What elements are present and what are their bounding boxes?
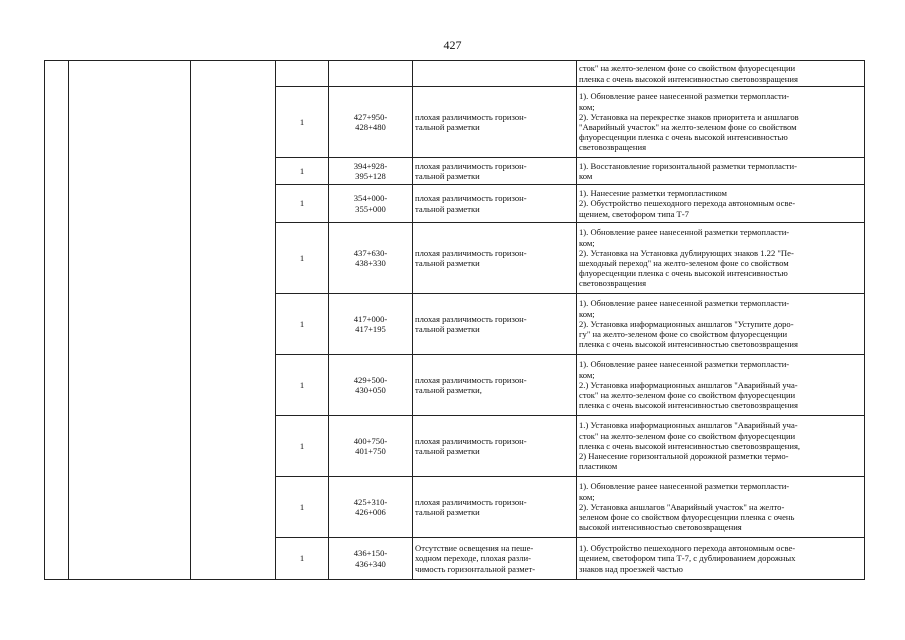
measures-cell [577,416,865,477]
km-range-cell [329,294,413,355]
km-range-cell-line: 426+006 [355,507,386,517]
problem-description-cell-line: ходном переходе, плохая разли- [415,553,531,564]
km-range-cell-line: 417+195 [355,324,386,334]
km-range-cell-line: 400+750- [353,435,388,446]
km-range-cell-line: 425+310- [353,496,388,507]
problem-description-cell-line: плохая различимость горизон- [415,193,527,204]
measures-cell-line: пленка с очень высокой интенсивностью световозвращения [579,73,798,84]
problem-description-cell-line: плохая различимость горизон- [415,160,527,171]
km-range-cell-line: 436+340 [355,558,386,569]
measures-cell-line: 2). Установка информационных аншлагов "Уступите доро- [579,318,794,329]
measures-cell-line: 2). Обустройство пешеходного перехода автономным осве- [579,198,796,209]
measures-cell [577,355,865,416]
km-range-cell [329,355,413,416]
row-number-cell: 1 [276,538,329,580]
problem-description-cell-line: чимость горизонтальной размет- [415,563,536,574]
problem-description-cell-line: тальной разметки, [415,385,482,395]
measures-cell-line: зеленом фоне со свойством флуоресценции пленка с очень [579,512,795,523]
measures-cell [577,538,865,580]
problem-description-cell [413,87,577,158]
page-number: 427 [443,38,462,52]
measures-cell [577,158,865,185]
problem-description-cell-line: тальной разметки [415,507,480,517]
measures-cell-line: сток" на желто-зеленом фоне со свойством флуоресценции [579,390,796,401]
measures-cell-line: световозвращения [579,142,647,153]
measures-cell-line: 1). Обновление ранее нанесенной разметки термопласти- [579,227,790,238]
measures-cell-line: 2) Нанесение горизонтальной дорожной разметки термо- [579,451,789,462]
row-number-cell: 1 [276,294,329,355]
measures-cell-line: "Аварийный участок" на желто-зеленом фоне со свойством [579,122,797,132]
problem-description-cell-line: Отсутствие освещения на пеше- [415,543,534,554]
measures-cell-line: 1). Обновление ранее нанесенной разметки термопласти- [579,91,790,102]
measures-cell [577,294,865,355]
km-range-cell [329,538,413,580]
row-number-cell [276,61,329,87]
problem-description-cell [413,477,577,538]
empty-cell [45,61,69,580]
km-range-cell [329,61,413,87]
km-range-cell [329,185,413,223]
row-number-cell: 1 [276,158,329,185]
measures-cell [577,87,865,158]
row-number-cell: 1 [276,223,329,294]
measures-cell-line: сток" на желто-зеленом фоне со свойством флуоресценции [579,430,796,441]
measures-cell-line: 1.) Установка информационных аншлагов "Аварийный уча- [579,420,798,431]
km-range-cell [329,223,413,294]
measures-cell [577,477,865,538]
measures-cell [577,223,865,294]
km-range-cell-line: 395+128 [355,171,386,181]
km-range-cell-line: 430+050 [355,385,386,395]
km-range-cell [329,416,413,477]
problem-description-cell [413,223,577,294]
measures-cell-line: 1). Обновление ранее нанесенной разметки термопласти- [579,298,790,309]
km-range-cell-line: 436+150- [353,548,388,559]
measures-cell-line: 2.) Установка информационных аншлагов "Аварийный уча- [579,379,798,390]
measures-cell-line: знаков над проезжей частью [579,563,683,574]
problem-description-cell-line: тальной разметки [415,203,480,214]
measures-table [44,60,865,580]
measures-cell-line: пластиком [579,461,618,472]
problem-description-cell-line: плохая различимость горизон- [415,313,527,324]
table-row [45,61,865,87]
measures-cell [577,61,865,87]
measures-cell-line: 1). Нанесение разметки термопластиком [579,188,727,199]
measures-cell-line: щением, светофором типа Т-7, с дублированием дорожных [579,553,796,564]
km-range-cell-line: 429+500- [353,374,388,385]
measures-cell-line: шеходный переход" на желто-зеленом фоне со свойством [579,258,789,268]
measures-cell-line: 2). Установка на Установка дублирующих знаков 1.22 "Пе- [579,247,794,258]
row-number-cell: 1 [276,87,329,158]
measures-cell-line: 2). Установка аншлагов "Аварийный участок" на желто- [579,501,785,512]
row-number-cell: 1 [276,185,329,223]
problem-description-cell-line: тальной разметки [415,446,480,456]
measures-cell [577,185,865,223]
problem-description-cell-line: плохая различимость горизон- [415,496,527,507]
km-range-cell [329,87,413,158]
row-number-cell: 1 [276,477,329,538]
problem-description-cell [413,158,577,185]
empty-cell [191,61,276,580]
problem-description-cell-line: тальной разметки [415,171,480,181]
measures-cell-line: 1). Обновление ранее нанесенной разметки термопласти- [579,481,790,492]
measures-cell-line: ком; [579,101,595,112]
empty-cell [69,61,191,580]
problem-description-cell-line: плохая различимость горизон- [415,247,527,258]
problem-description-cell-line: плохая различимость горизон- [415,435,527,446]
problem-description-cell-line: плохая различимость горизон- [415,374,527,385]
problem-description-cell [413,61,577,87]
measures-cell-line: флуоресценции пленка с очень высокой интенсивностью [579,132,788,143]
measures-cell-line: пленка с очень высокой интенсивностью световозвращения, [579,440,801,451]
km-range-cell-line: 354+000- [353,193,388,204]
km-range-cell [329,477,413,538]
measures-cell-line: щением, светофором типа Т-7 [579,208,689,219]
measures-cell-line: высокой интенсивностью световозвращения [579,522,742,533]
problem-description-cell [413,185,577,223]
measures-cell-line: 1). Обустройство пешеходного перехода автономным осве- [579,543,796,554]
problem-description-cell [413,294,577,355]
measures-cell-line: ком [579,171,593,181]
km-range-cell-line: 438+330 [355,258,386,268]
problem-description-cell-line: тальной разметки [415,258,480,268]
row-number-cell: 1 [276,355,329,416]
problem-description-cell [413,538,577,580]
km-range-cell-line: 417+000- [353,313,388,324]
measures-cell-line: 1). Обновление ранее нанесенной разметки термопласти- [579,359,790,370]
measures-cell-line: ком; [579,369,595,380]
measures-cell-line: 2). Установка на перекрестке знаков приоритета и аншлагов [579,111,799,122]
km-range-cell-line: 427+950- [353,111,388,122]
km-range-cell-line: 401+750 [355,446,386,456]
measures-cell-line: ком; [579,237,595,248]
measures-cell-line: флуоресценции пленка с очень высокой интенсивностью [579,268,788,279]
problem-description-cell-line: тальной разметки [415,324,480,334]
measures-cell-line: световозвращения [579,278,647,289]
measures-cell-line: ком; [579,491,595,502]
problem-description-cell [413,355,577,416]
problem-description-cell-line: тальной разметки [415,122,480,132]
problem-description-cell-line: плохая различимость горизон- [415,111,527,122]
km-range-cell-line: 394+928- [353,160,388,171]
measures-cell-line: ком; [579,308,595,319]
measures-cell-line: пленка с очень высокой интенсивностью световозвращения [579,339,798,350]
problem-description-cell [413,416,577,477]
measures-cell-line: пленка с очень высокой интенсивностью световозвращения [579,400,798,411]
km-range-cell [329,158,413,185]
km-range-cell-line: 355+000 [355,203,386,214]
km-range-cell-line: 428+480 [355,122,386,132]
measures-cell-line: гу" на желто-зеленом фоне со свойством флуоресценции [579,329,788,340]
measures-cell-line: 1). Восстановление горизонтальной разметки термопласти- [579,160,797,171]
row-number-cell: 1 [276,416,329,477]
measures-cell-line: сток" на желто-зеленом фоне со свойством флуоресценции [579,63,796,74]
km-range-cell-line: 437+630- [353,247,388,258]
